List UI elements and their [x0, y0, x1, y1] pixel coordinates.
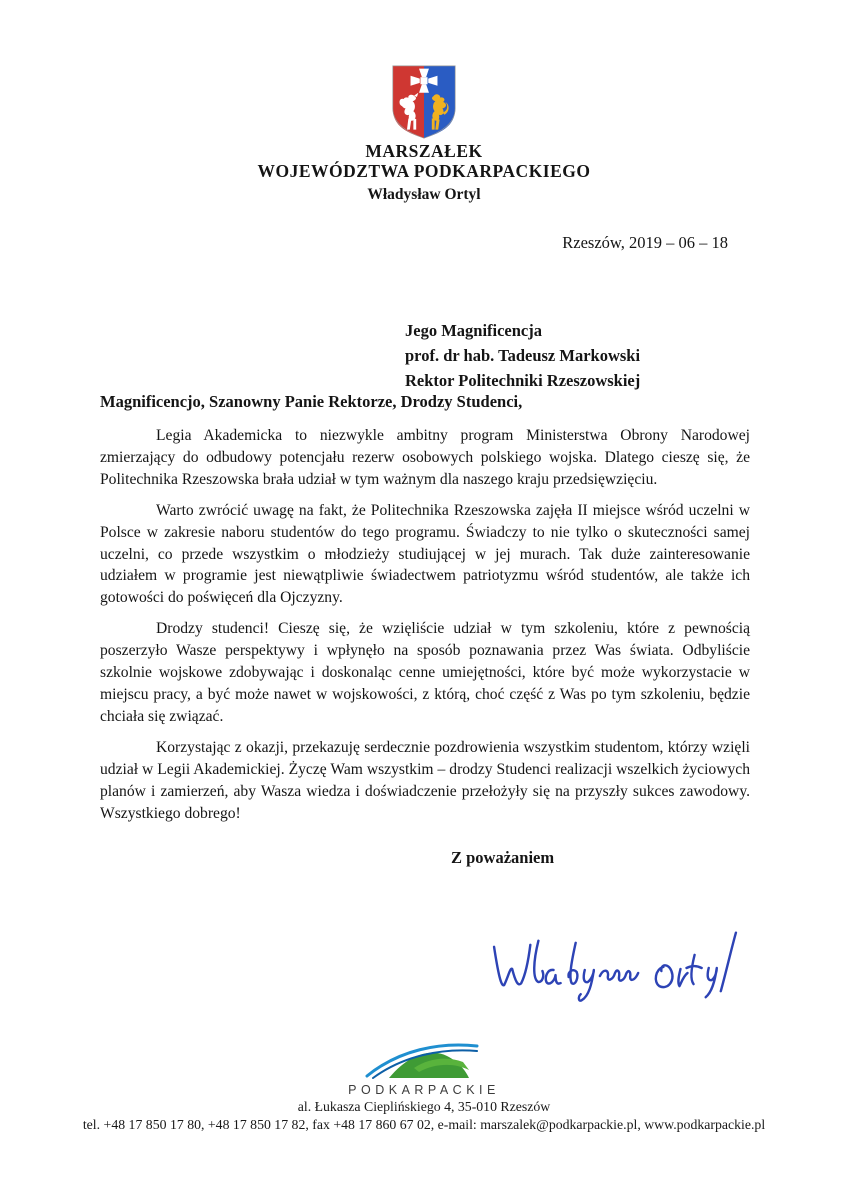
paragraph-4: Korzystając z okazji, przekazuję serdecznie pozdrowienia wszystkim studentom, którzy wzięli udział w Legii Akademickiej. Życzę Wam wszystkim – drodzy Studenci realizacji wszelkich życiowych planów i zamierzeń, aby Wasza wiedza i doświadczenie przełożyły się na przyszły sukces zawodowy. Wszystkiego dobrego!: [100, 738, 750, 822]
letter-body: [100, 425, 750, 833]
paragraph-2: Warto zwrócić uwagę na fakt, że Politechnika Rzeszowska zajęła II miejsce wśród uczelni w Polsce w zakresie naboru studentów do tego programu. Świadczy to nie tylko o skuteczności samej uczelni, co przede wszystkim o młodzieży studiującej w jej murach. Tak duże zainteresowanie udziałem w programie jest niewątpliwie świadectwem patriotyzmu wśród studentów, ale także ich gotowości do poświęceń dla Ojczyzny.: [100, 501, 750, 607]
footer-phone-email-web: tel. +48 17 850 17 80, +48 17 850 17 82, fax +48 17 860 67 02, e-mail: marszalek@podkarpackie.pl, www.podkarpackie.pl: [82, 1116, 766, 1132]
podkarpackie-coat-of-arms-icon: [388, 63, 460, 141]
addressee-name: prof. dr hab. Tadeusz Markowski: [405, 346, 641, 365]
closing-phrase: Z poważaniem: [451, 848, 555, 867]
letterhead-title: MARSZAŁEK: [365, 141, 483, 161]
letterhead-person-name: Władysław Ortyl: [367, 186, 481, 203]
podkarpackie-logo-icon: [359, 1040, 489, 1082]
podkarpackie-brand: [0, 1040, 848, 1097]
addressee-block: [405, 318, 640, 393]
paragraph-3: Drodzy studenci! Cieszę się, że wzięliście udział w tym szkoleniu, które z pewnością poszerzyło Wasze perspektywy i wpłynęło na sposób poznawania przez Was świata. Odbyliście szkolnie wojskowe zdobywając i doskonaląc cenne umiejętności, które być może wykorzystacie w miejscu pracy, a być może nawet w wojskowości, z którą, choć część z Was po tym szkoleniu, będzie chciała się związać.: [100, 620, 750, 725]
letterhead-organization: [0, 141, 848, 181]
handwritten-signature: [486, 922, 748, 1018]
salutation: Magnificencjo, Szanowny Panie Rektorze, Drodzy Studenci,: [100, 392, 523, 411]
addressee-role: Rektor Politechniki Rzeszowskiej: [405, 371, 641, 390]
dateline: Rzeszów, 2019 – 06 – 18: [562, 233, 728, 252]
letterhead-subtitle: WOJEWÓDZTWA PODKARPACKIEGO: [257, 161, 591, 181]
footer-contact: [0, 1098, 848, 1133]
podkarpackie-logo-text: PODKARPACKIE: [348, 1083, 500, 1097]
footer-address: al. Łukasza Cieplińskiego 4, 35-010 Rzeszów: [297, 1099, 551, 1114]
addressee-honorific: Jego Magnificencja: [405, 321, 543, 340]
paragraph-1: Legia Akademicka to niezwykle ambitny program Ministerstwa Obrony Narodowej zmierzający do odbudowy potencjału rezerw osobowych polskiego wojska. Dlatego cieszę się, że Politechnika Rzeszowska brała udział w tym ważnym dla naszego kraju przedsięwzięciu.: [100, 427, 750, 488]
